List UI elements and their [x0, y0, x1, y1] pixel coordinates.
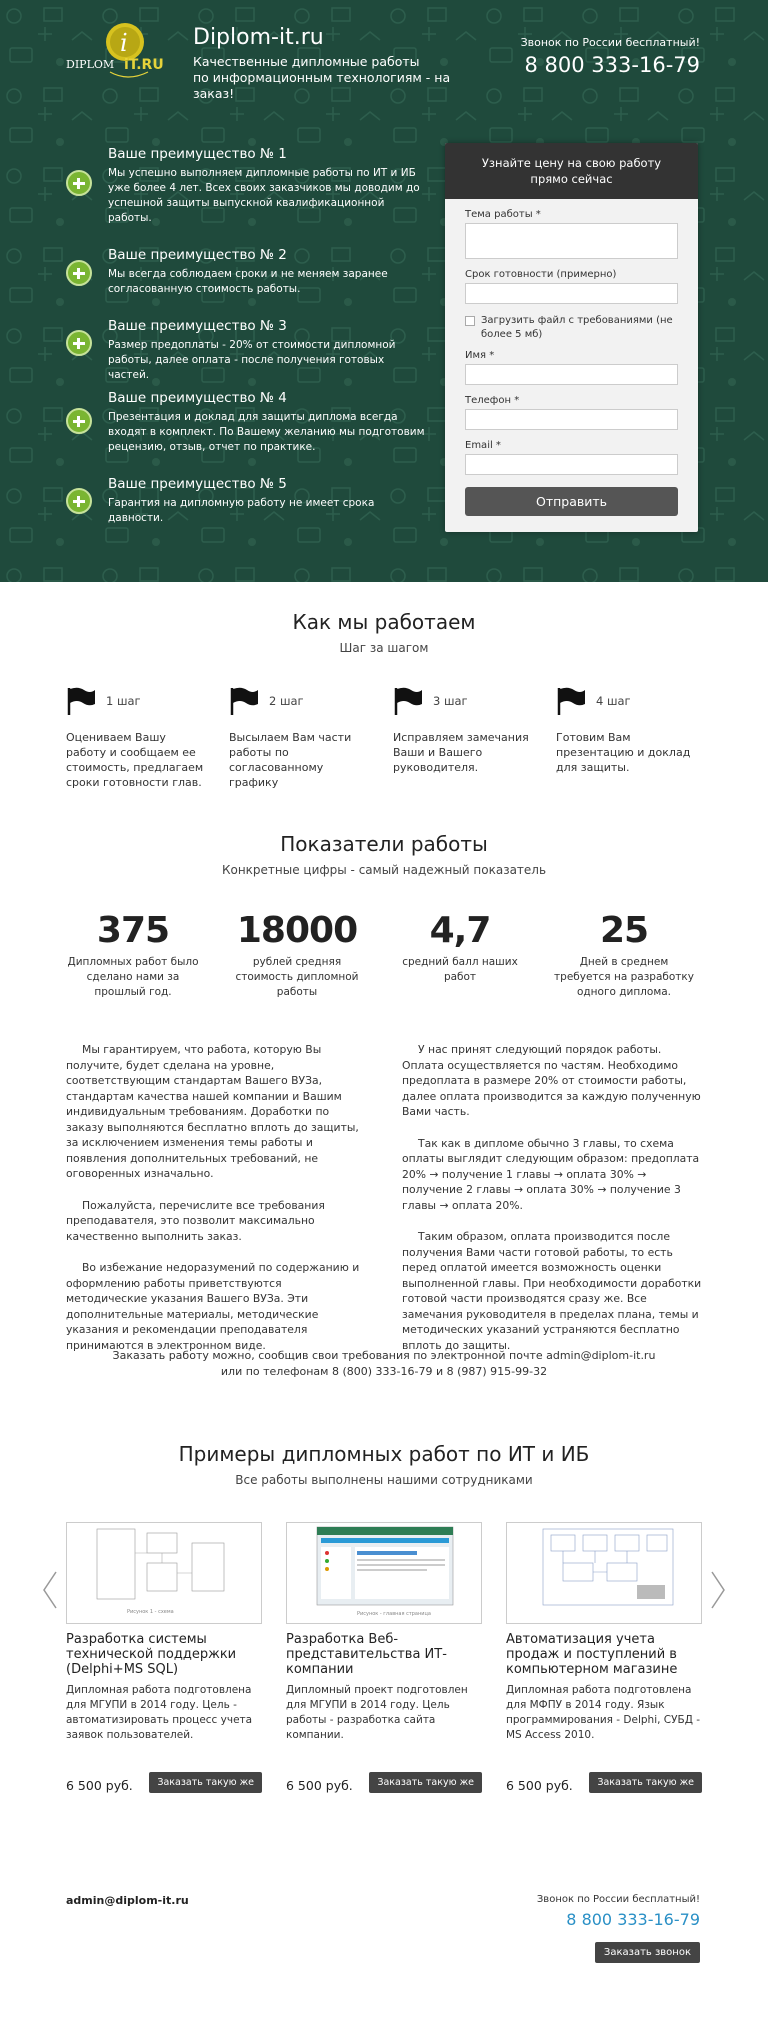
example-description: Дипломная работа подготовлена для МФПУ в 2014 году. Язык программирования - Delphi, СУБД - MS Access 2010. [506, 1684, 701, 1741]
stat-item [554, 910, 694, 1000]
example-price: 6 500 руб. [286, 1778, 353, 1793]
plus-icon [66, 260, 92, 286]
step-text: Исправляем замечания Ваши и Вашего руководителя. [393, 731, 529, 774]
email-label: Email * [465, 440, 501, 451]
paragraph: У нас принят следующий порядок работы. Оплата осуществляется по частям. Необходимо предоплата в размере 20% от стоимости работы, далее оплата производится за каждую полученную Вами часть. [402, 1043, 701, 1118]
stat-item [390, 910, 530, 985]
form-heading-line-2: прямо сейчас [530, 172, 613, 186]
advantage-item [66, 476, 426, 526]
order-same-button[interactable]: Заказать такую же [149, 1772, 262, 1793]
paragraph: Так как в дипломе обычно 3 главы, то схема оплаты выглядит следующим образом: предоплата 20% → получение 1 главы → оплата 30% → получение 2 главы → оплата 30% → получение 3 главы → оплата 20%. [402, 1136, 700, 1212]
stat-caption: Дней в среднем требуется на разработку одного диплома. [554, 956, 694, 998]
step-label: 3 шаг [433, 694, 468, 708]
example-price: 6 500 руб. [506, 1778, 573, 1793]
order-note-line-2: или по телефонам 8 (800) 333-16-79 и 8 (987) 915-99-32 [220, 1365, 548, 1378]
advantage-title: Ваше преимущество № 2 [108, 247, 287, 263]
advantage-title: Ваше преимущество № 5 [108, 476, 287, 492]
examples-section [0, 1442, 768, 1862]
advantage-item [66, 318, 426, 383]
example-title[interactable]: Автоматизация учета продаж и поступлений в компьютерном магазине [506, 1632, 678, 1677]
phone-input[interactable] [465, 409, 678, 430]
site-subtitle [193, 54, 493, 102]
section-subtitle: Все работы выполнены нашими сотрудниками [235, 1473, 533, 1487]
example-card [286, 1522, 482, 1793]
stat-caption: Дипломных работ было сделано нами за прошлый год. [67, 956, 199, 998]
example-thumbnail[interactable] [506, 1522, 702, 1624]
guarantee-right-column [402, 1042, 702, 1369]
example-description: Дипломный проект подготовлен для МГУПИ в 2014 году. Цель работы - разработка сайта компании. [286, 1684, 468, 1741]
diagram-thumbnail-image [67, 1523, 262, 1624]
stat-caption: средний балл наших работ [402, 956, 518, 983]
header-phone[interactable]: 8 800 333-16-79 [524, 53, 700, 77]
guarantee-left-column [66, 1042, 366, 1369]
step-text: Оцениваем Вашу работу и сообщаем ее стоимость, предлагаем сроки готовности глав. [66, 731, 204, 789]
logo-text-right: iT.RU [124, 57, 164, 73]
advantage-text: Гарантия на дипломную работу не имеет срока давности. [108, 497, 375, 524]
upload-file-checkbox-row[interactable] [465, 314, 678, 342]
paragraph: Мы гарантируем, что работа, которую Вы получите, будет сделана на уровне, соответствующим стандартам Вашего ВУЗа, стандартам качества нашей компании и Вашим индивидуальным требованиям. Доработки по заказу выполняются бесплатно вплоть до защиты, за исключением изменения темы работы и появления дополнительных требований, не оговоренных изначально. [66, 1043, 359, 1180]
section-subtitle: Конкретные цифры - самый надежный показатель [221, 863, 547, 877]
advantage-title: Ваше преимущество № 3 [108, 318, 287, 334]
step-label: 2 шаг [269, 694, 304, 708]
svg-text:Рисунок 1 - схема: Рисунок 1 - схема [127, 1609, 174, 1615]
submit-button[interactable]: Отправить [465, 487, 678, 516]
step-label: 4 шаг [596, 694, 631, 708]
header-call-label: Звонок по России бесплатный! [520, 36, 700, 49]
order-note-line-1: Заказать работу можно, сообщив свои требования по электронной почте admin@diplom-it.ru [112, 1349, 656, 1362]
footer-email-link[interactable]: admin@diplom-it.ru [66, 1894, 189, 1907]
step-text: Готовим Вам презентацию и доклад для защиты. [556, 731, 691, 774]
advantage-text: Презентация и доклад для защиты диплома всегда входят в комплект. По Вашему желанию мы подготовим рецензию, отзыв, отчет по практике. [108, 411, 425, 453]
site-subtitle-line-1: Качественные дипломные работы [193, 54, 420, 69]
form-body [445, 199, 698, 532]
example-price: 6 500 руб. [66, 1778, 133, 1793]
advantage-item [66, 146, 426, 226]
order-same-button[interactable]: Заказать такую же [589, 1772, 702, 1793]
callback-button[interactable]: Заказать звонок [595, 1942, 700, 1963]
plus-icon [66, 170, 92, 196]
site-subtitle-line-2: по информационным технологиям - на заказ! [193, 70, 451, 101]
example-title[interactable]: Разработка Веб-представительства ИТ-компании [286, 1632, 447, 1677]
order-contacts-note [0, 1348, 768, 1380]
topic-textarea[interactable] [465, 223, 678, 259]
site-logo[interactable] [66, 22, 176, 82]
stat-value: 375 [96, 910, 170, 951]
email-input[interactable] [465, 454, 678, 475]
stat-item [63, 910, 203, 1000]
footer [0, 1862, 768, 1982]
carousel-prev-arrow-icon[interactable] [40, 1570, 60, 1610]
name-input[interactable] [465, 364, 678, 385]
footer-phone[interactable]: 8 800 333-16-79 [566, 1910, 700, 1929]
advantage-title: Ваше преимущество № 4 [108, 390, 287, 406]
schema-thumbnail-image [507, 1523, 702, 1624]
site-title: Diplom-it.ru [193, 25, 324, 50]
section-subtitle: Шаг за шагом [339, 641, 429, 655]
section-title: Показатели работы [280, 832, 488, 856]
stat-item [227, 910, 367, 1000]
logo-text-left: DIPLOM [66, 58, 115, 71]
advantage-title: Ваше преимущество № 1 [108, 146, 287, 162]
deadline-label: Срок готовности (примерно) [465, 269, 617, 280]
upload-file-label: Загрузить файл с требованиями (не более 5 мб) [481, 315, 673, 340]
advantage-text: Размер предоплаты - 20% от стоимости дипломной работы, далее оплата - после получения готовых частей. [108, 339, 396, 381]
flag-icon [556, 686, 586, 716]
advantage-item [66, 390, 426, 455]
hero-section [0, 0, 768, 582]
name-label: Имя * [465, 350, 495, 361]
example-description: Дипломная работа подготовлена для МГУПИ в 2014 году. Цель - автоматизировать процесс учета заявок пользователей. [66, 1684, 253, 1741]
deadline-input[interactable] [465, 283, 678, 304]
flag-icon [393, 686, 423, 716]
example-card [506, 1522, 702, 1793]
flag-icon [229, 686, 259, 716]
example-thumbnail[interactable] [66, 1522, 262, 1624]
form-heading [445, 143, 698, 199]
stat-value: 18000 [236, 910, 358, 951]
advantage-text: Мы всегда соблюдаем сроки и не меняем заранее согласованную стоимость работы. [108, 268, 388, 295]
topic-label: Тема работы * [465, 209, 541, 220]
example-card [66, 1522, 262, 1793]
paragraph: Пожалуйста, перечислите все требования преподавателя, это позволит максимально качественно выполнить заказ. [66, 1198, 325, 1243]
how-we-work-section [0, 582, 768, 832]
price-request-form [445, 143, 698, 532]
svg-text:i: i [120, 29, 128, 57]
guarantee-section [0, 1042, 768, 1442]
step-label: 1 шаг [106, 694, 141, 708]
form-heading-line-1: Узнайте цену на свою работу [481, 156, 662, 170]
order-same-button[interactable]: Заказать такую же [369, 1772, 482, 1793]
flag-icon [66, 686, 96, 716]
plus-icon [66, 408, 92, 434]
example-thumbnail[interactable] [286, 1522, 482, 1624]
stat-value: 25 [599, 910, 649, 951]
paragraph: Во избежание недоразумений по содержанию и оформлению работы приветствуются методические указания Вашего ВУЗа. Эти дополнительные материалы, методические указания и рекомендации преподавателя принимаются в электронном виде. [66, 1261, 360, 1352]
phone-label: Телефон * [465, 395, 520, 406]
section-title: Примеры дипломных работ по ИТ и ИБ [178, 1442, 590, 1466]
paragraph: Таким образом, оплата производится после получения Вами части готовой работы, то есть перед оплатой имеется возможность оценки выполненной главы. При необходимости доработки готовой части производятся сразу же. Все замечания руководителя в пределах плана, темы и методических указаний устраняются бесплатно вплоть до защиты. [402, 1230, 702, 1352]
example-title[interactable]: Разработка системы технической поддержки (Delphi+MS SQL) [66, 1632, 237, 1677]
stat-value: 4,7 [429, 910, 491, 951]
stats-section [0, 832, 768, 1042]
stat-caption: рублей средняя стоимость дипломной работы [235, 956, 359, 998]
footer-call-label: Звонок по России бесплатный! [536, 1894, 700, 1905]
section-title: Как мы работаем [292, 610, 476, 634]
advantage-item [66, 247, 426, 297]
step-text: Высылаем Вам части работы по согласованному графику [229, 731, 352, 789]
upload-file-checkbox[interactable] [465, 316, 475, 326]
website-thumbnail-image [287, 1523, 482, 1624]
plus-icon [66, 488, 92, 514]
carousel-next-arrow-icon[interactable] [708, 1570, 728, 1610]
advantage-text: Мы успешно выполняем дипломные работы по ИТ и ИБ уже более 4 лет. Всех своих заказчиков мы доводим до успешной защиты выпускной квалификационной работы. [108, 167, 420, 224]
svg-text:Рисунок - главная страница: Рисунок - главная страница [357, 1611, 431, 1617]
plus-icon [66, 330, 92, 356]
